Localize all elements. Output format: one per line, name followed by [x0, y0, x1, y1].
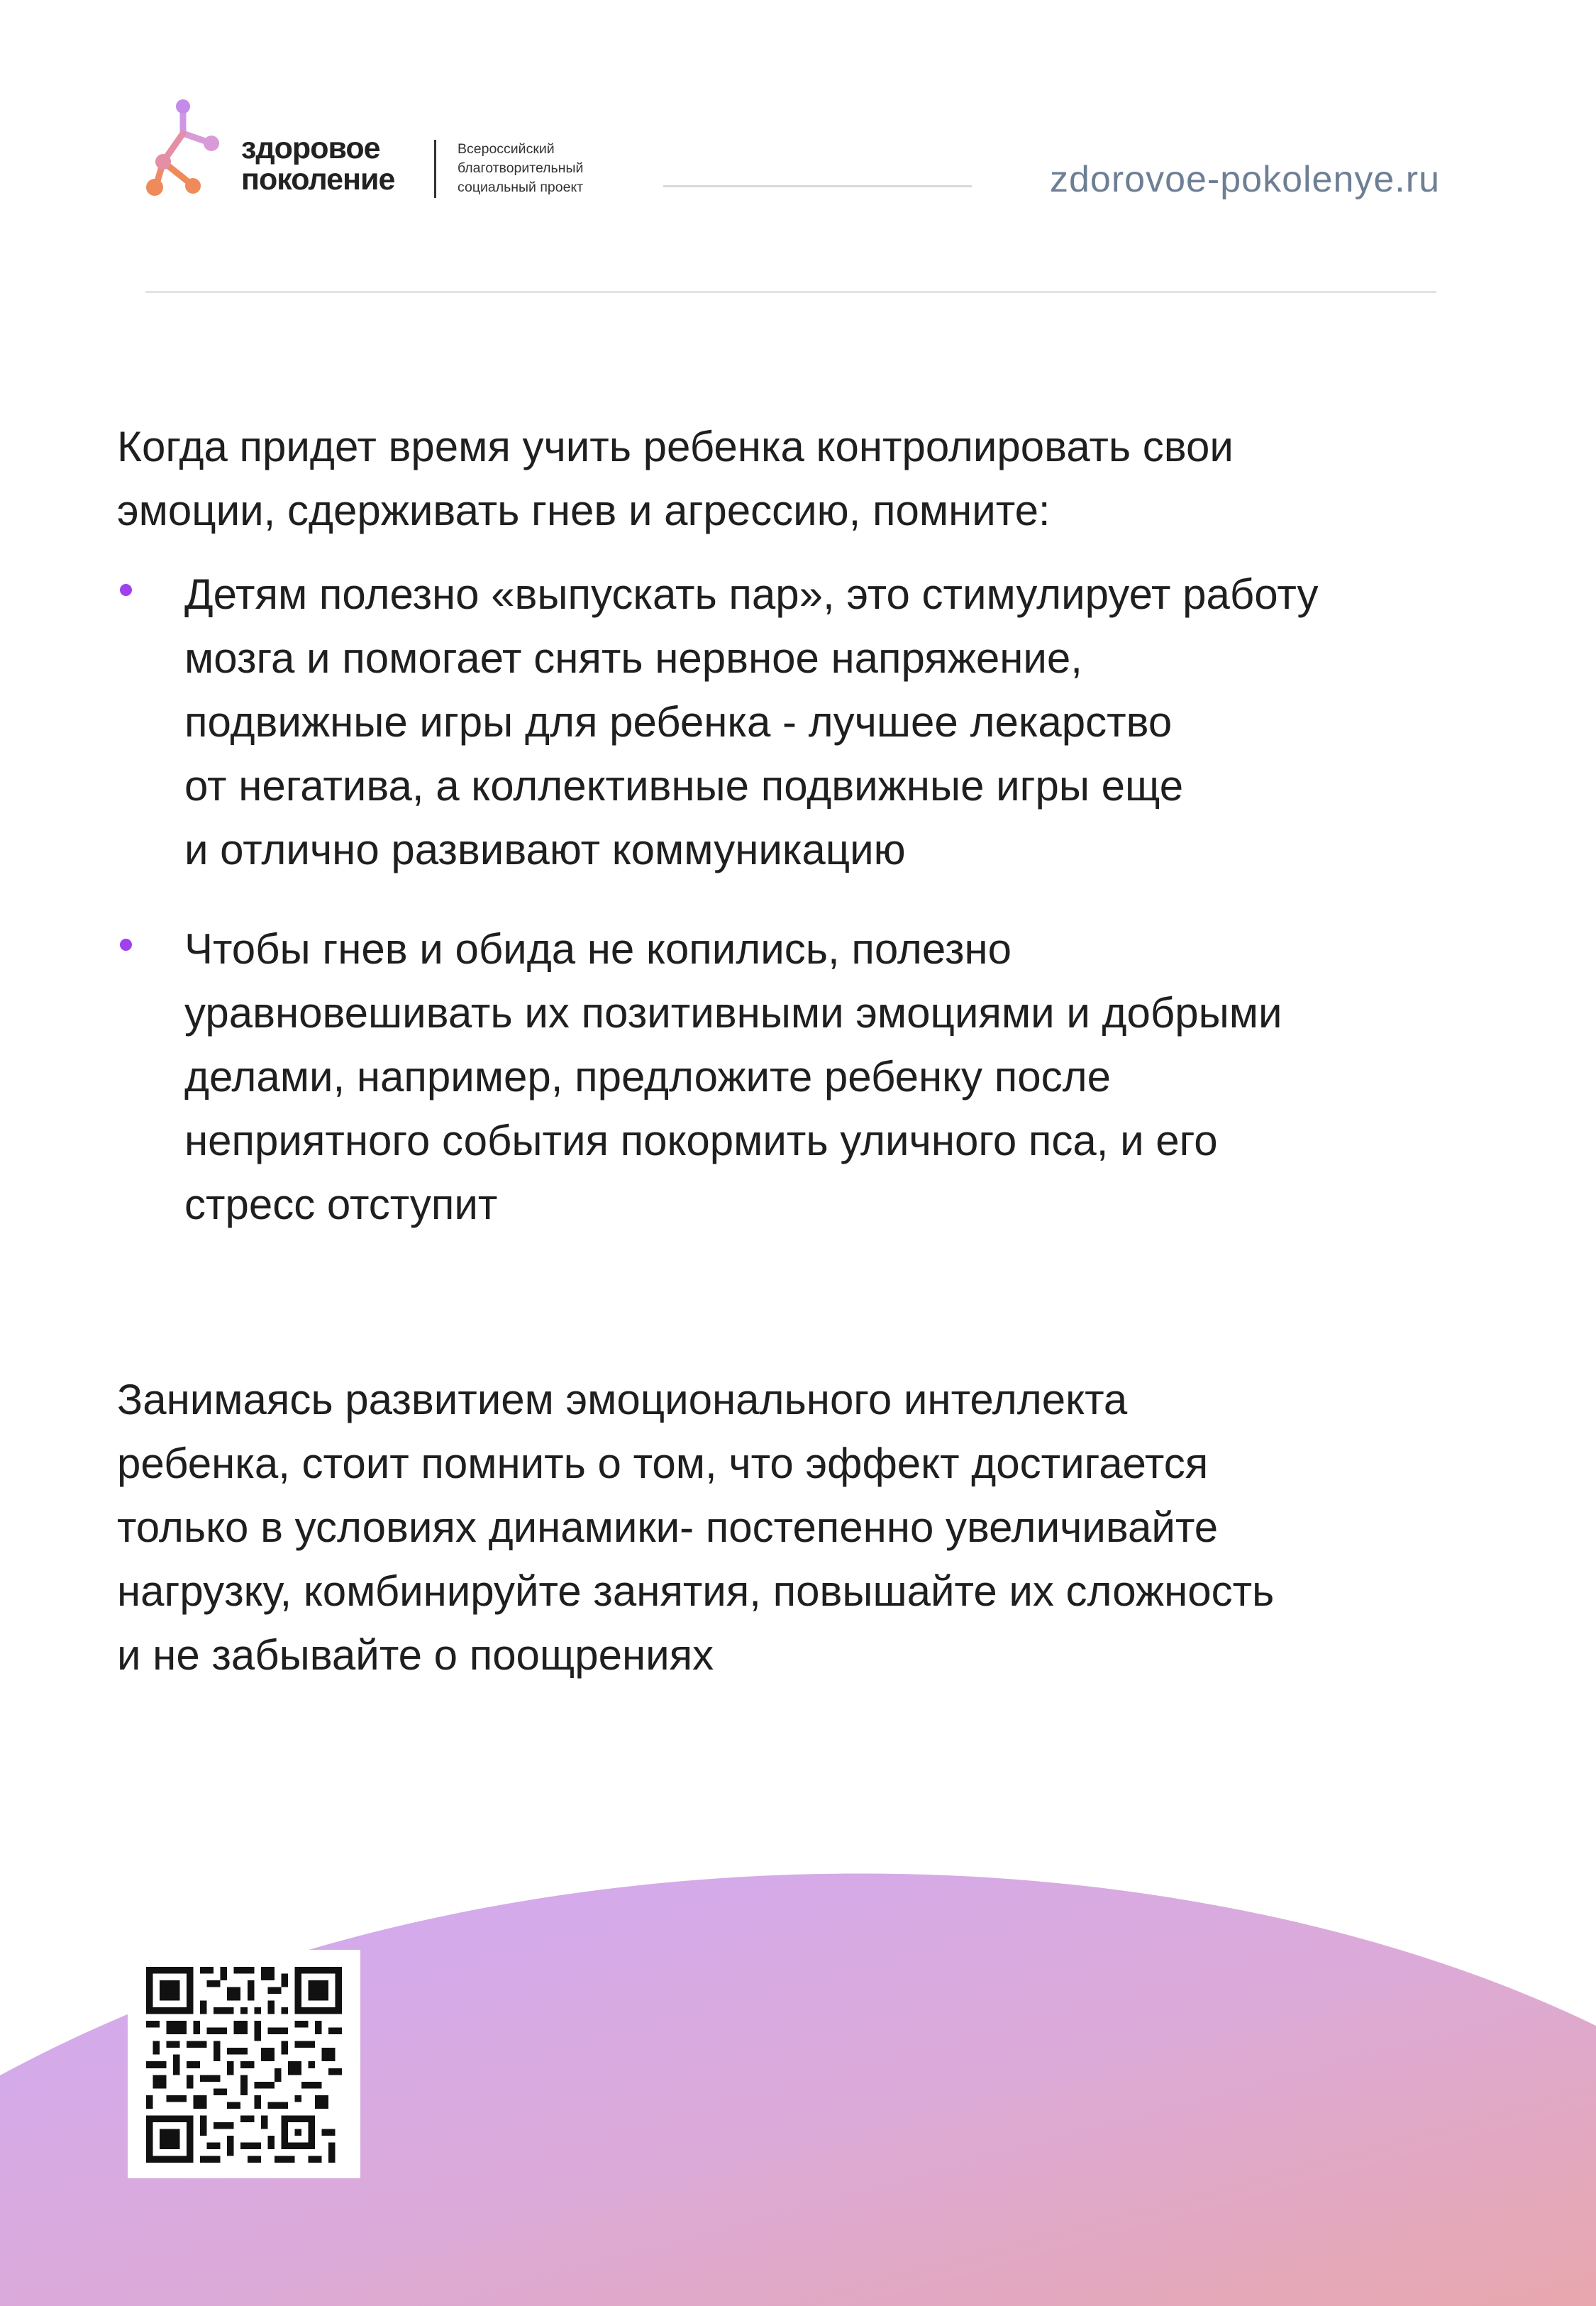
logo-name-line2: поколение: [241, 162, 395, 197]
list-item-line: подвижные игры для ребенка - лучшее лекарство: [184, 698, 1173, 746]
bullet-dot-icon: [120, 939, 132, 951]
intro-line: Когда придет время учить ребенка контролировать свои: [117, 423, 1234, 470]
list-item-line: и отлично развивают коммуникацию: [184, 826, 906, 873]
molecule-logo-icon: [142, 99, 227, 199]
closing-line: только в условиях динамики- постепенно увеличивайте: [117, 1504, 1219, 1551]
list-item-line: стресс отступит: [184, 1181, 498, 1228]
list-item-line: от негатива, а коллективные подвижные игры еще: [184, 762, 1184, 810]
advice-list: [117, 563, 1500, 1237]
logo-name-line1: здоровое: [241, 131, 380, 165]
logo-tagline: [458, 140, 583, 197]
closing-paragraph: [117, 1368, 1500, 1687]
closing-line: и не забывайте о поощрениях: [117, 1631, 714, 1679]
logo-sub-line2: благотворительный: [458, 160, 584, 176]
list-item-line: Чтобы гнев и обида не копились, полезно: [184, 925, 1012, 973]
header-rule: [663, 185, 972, 187]
list-item-text: [184, 563, 1500, 882]
closing-line: нагрузку, комбинируйте занятия, повышайте их сложность: [117, 1567, 1275, 1615]
list-item-line: Детям полезно «выпускать пар», это стимулирует работу: [184, 570, 1319, 618]
list-item: [117, 917, 1500, 1237]
intro-line: эмоции, сдерживать гнев и агрессию, помните:: [117, 487, 1051, 534]
closing-line: ребенка, стоит помнить о том, что эффект достигается: [117, 1440, 1209, 1487]
header-separator: [145, 291, 1436, 293]
list-item-line: мозга и помогает снять нервное напряжение,: [184, 634, 1082, 682]
main-content: [117, 415, 1500, 1687]
logo-sub-line3: социальный проект: [458, 180, 584, 195]
qr-code-icon: [146, 1967, 342, 2163]
bullet-dot-icon: [120, 584, 132, 596]
closing-line: Занимаясь развитием эмоционального интеллекта: [117, 1376, 1128, 1423]
intro-paragraph: [117, 415, 1500, 543]
list-item-text: [184, 917, 1500, 1237]
qr-code[interactable]: [128, 1950, 360, 2178]
logo-divider: [434, 140, 436, 198]
logo-sub-line1: Всероссийский: [458, 141, 555, 157]
list-item-line: уравновешивать их позитивными эмоциями и добрыми: [184, 989, 1282, 1037]
header: [142, 96, 1440, 202]
list-item-line: делами, например, предложите ребенку после: [184, 1053, 1111, 1100]
list-item: [117, 563, 1500, 882]
logo-wordmark: [241, 133, 394, 195]
site-url-link[interactable]: zdorovoe-pokolenye.ru: [1050, 159, 1440, 200]
list-item-line: неприятного события покормить уличного пса, и его: [184, 1117, 1218, 1164]
